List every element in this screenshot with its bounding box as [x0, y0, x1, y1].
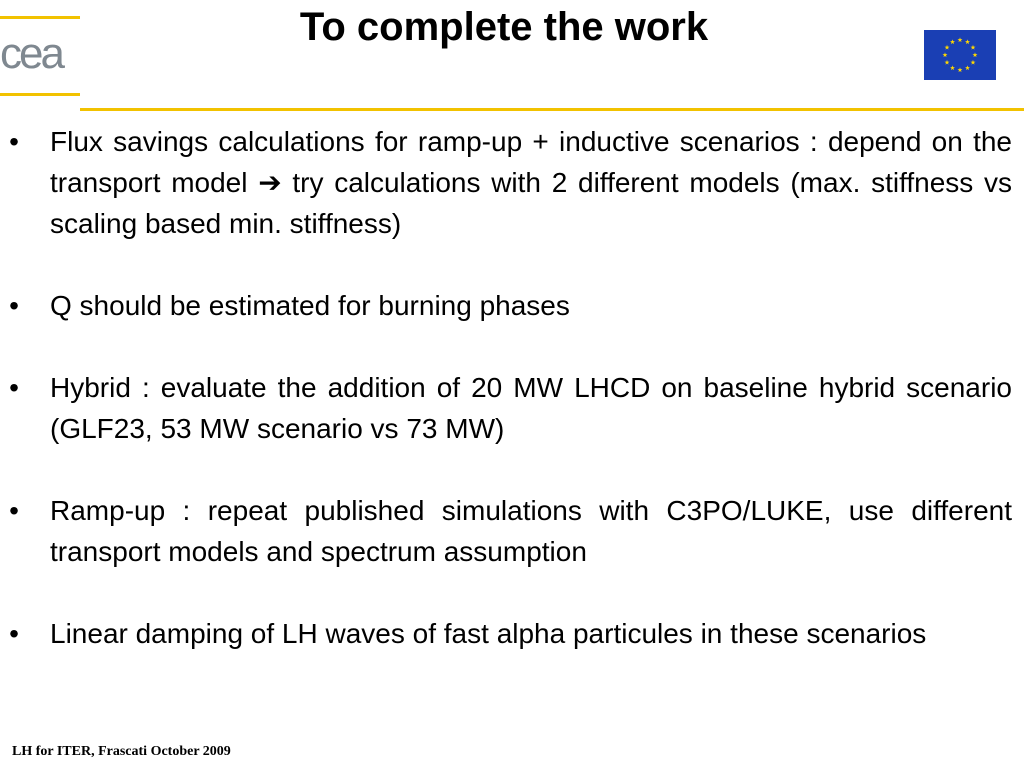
eu-flag-icon	[924, 30, 996, 80]
slide-title: To complete the work	[299, 5, 709, 49]
bullet-marker: •	[9, 290, 19, 321]
bullet-item	[0, 121, 1024, 244]
logo-bottom-line	[0, 93, 80, 96]
bullet-text: Flux savings calculations for ramp-up + inductive scenarios : depend on the transport model	[50, 126, 1012, 198]
bullet-marker: •	[9, 126, 19, 157]
header-rule	[80, 108, 1024, 111]
bullet-text: Hybrid : evaluate the addition of 20 MW LHCD on baseline hybrid scenario (GLF23, 53 MW scenario vs 73 MW)	[50, 372, 1012, 444]
footer-text: LH for ITER, Frascati October 2009	[12, 744, 231, 759]
logo-text: cea	[0, 29, 62, 78]
bullet-item	[0, 285, 1024, 326]
bullet-text: Linear damping of LH waves of fast alpha particules in these scenarios	[50, 618, 927, 649]
bullet-text: try calculations with 2 different models (max. stiffness vs scaling based min. stiffness)	[50, 167, 1012, 239]
bullet-marker: •	[9, 495, 19, 526]
arrow-right-icon: ➔	[258, 167, 282, 198]
bullet-text: Q should be estimated for burning phases	[50, 290, 570, 321]
bullet-list	[0, 121, 1024, 695]
bullet-item	[0, 490, 1024, 572]
bullet-marker: •	[9, 372, 19, 403]
bullet-item	[0, 613, 1024, 654]
bullet-item	[0, 367, 1024, 449]
bullet-marker: •	[9, 618, 19, 649]
bullet-text: Ramp-up : repeat published simulations with C3PO/LUKE, use different transport models and spectrum assumption	[50, 495, 1012, 567]
